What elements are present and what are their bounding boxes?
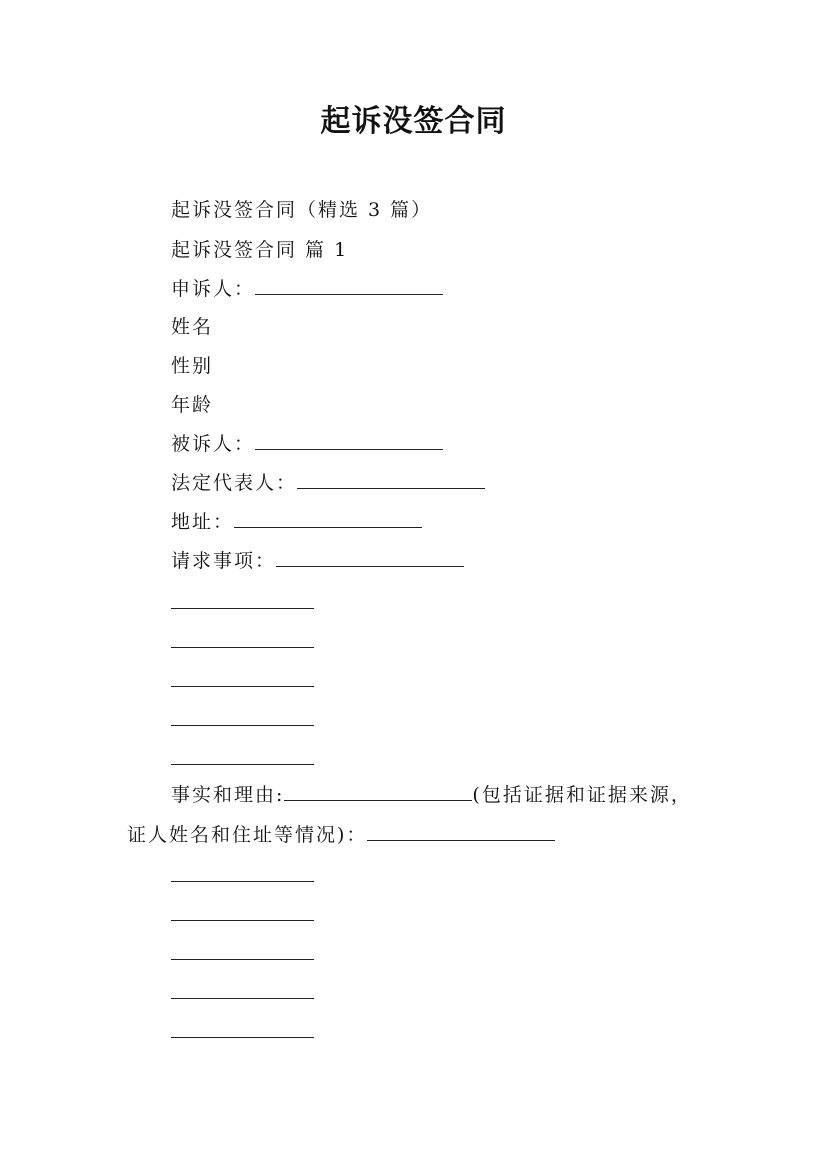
facts-note-part1: (包括证据和证据来源， [472, 784, 692, 806]
address-label: 地址： [171, 511, 235, 533]
claims-blank[interactable] [276, 548, 464, 567]
facts-label: 事实和理由: [171, 784, 285, 806]
claims-blank-line-3[interactable] [171, 686, 314, 687]
claims-blank-line-1[interactable] [171, 608, 314, 609]
facts-note-part2: 证人姓名和住址等情况)： [127, 824, 368, 846]
legal-rep-blank[interactable] [297, 470, 485, 489]
facts-blank[interactable] [284, 782, 472, 801]
claims-field [171, 548, 464, 574]
claims-blank-line-5[interactable] [171, 764, 314, 765]
claims-blank-line-4[interactable] [171, 725, 314, 726]
facts-blank-line-2[interactable] [171, 920, 314, 921]
complainant-blank[interactable] [255, 276, 443, 295]
section-heading: 起诉没签合同 篇 1 [171, 239, 349, 261]
respondent-field [171, 431, 443, 457]
legal-rep-label: 法定代表人： [171, 472, 298, 494]
document-title: 起诉没签合同 [320, 104, 507, 139]
facts-blank-line-4[interactable] [171, 998, 314, 999]
facts-note-continued [127, 822, 555, 848]
gender-label: 性别 [171, 355, 214, 377]
address-field [171, 509, 422, 535]
claims-label: 请求事项： [171, 550, 277, 572]
complainant-field [171, 276, 443, 302]
address-blank[interactable] [234, 509, 422, 528]
legal-rep-field [171, 470, 485, 496]
facts-field [171, 782, 692, 808]
age-label: 年龄 [171, 394, 214, 416]
witness-blank[interactable] [367, 822, 555, 841]
name-label: 姓名 [171, 316, 214, 338]
complainant-label: 申诉人： [171, 278, 256, 300]
respondent-blank[interactable] [255, 431, 443, 450]
facts-blank-line-1[interactable] [171, 881, 314, 882]
facts-blank-line-3[interactable] [171, 959, 314, 960]
facts-blank-line-5[interactable] [171, 1037, 314, 1038]
claims-blank-line-2[interactable] [171, 647, 314, 648]
document-subtitle: 起诉没签合同（精选 3 篇） [171, 199, 433, 221]
respondent-label: 被诉人： [171, 433, 256, 455]
